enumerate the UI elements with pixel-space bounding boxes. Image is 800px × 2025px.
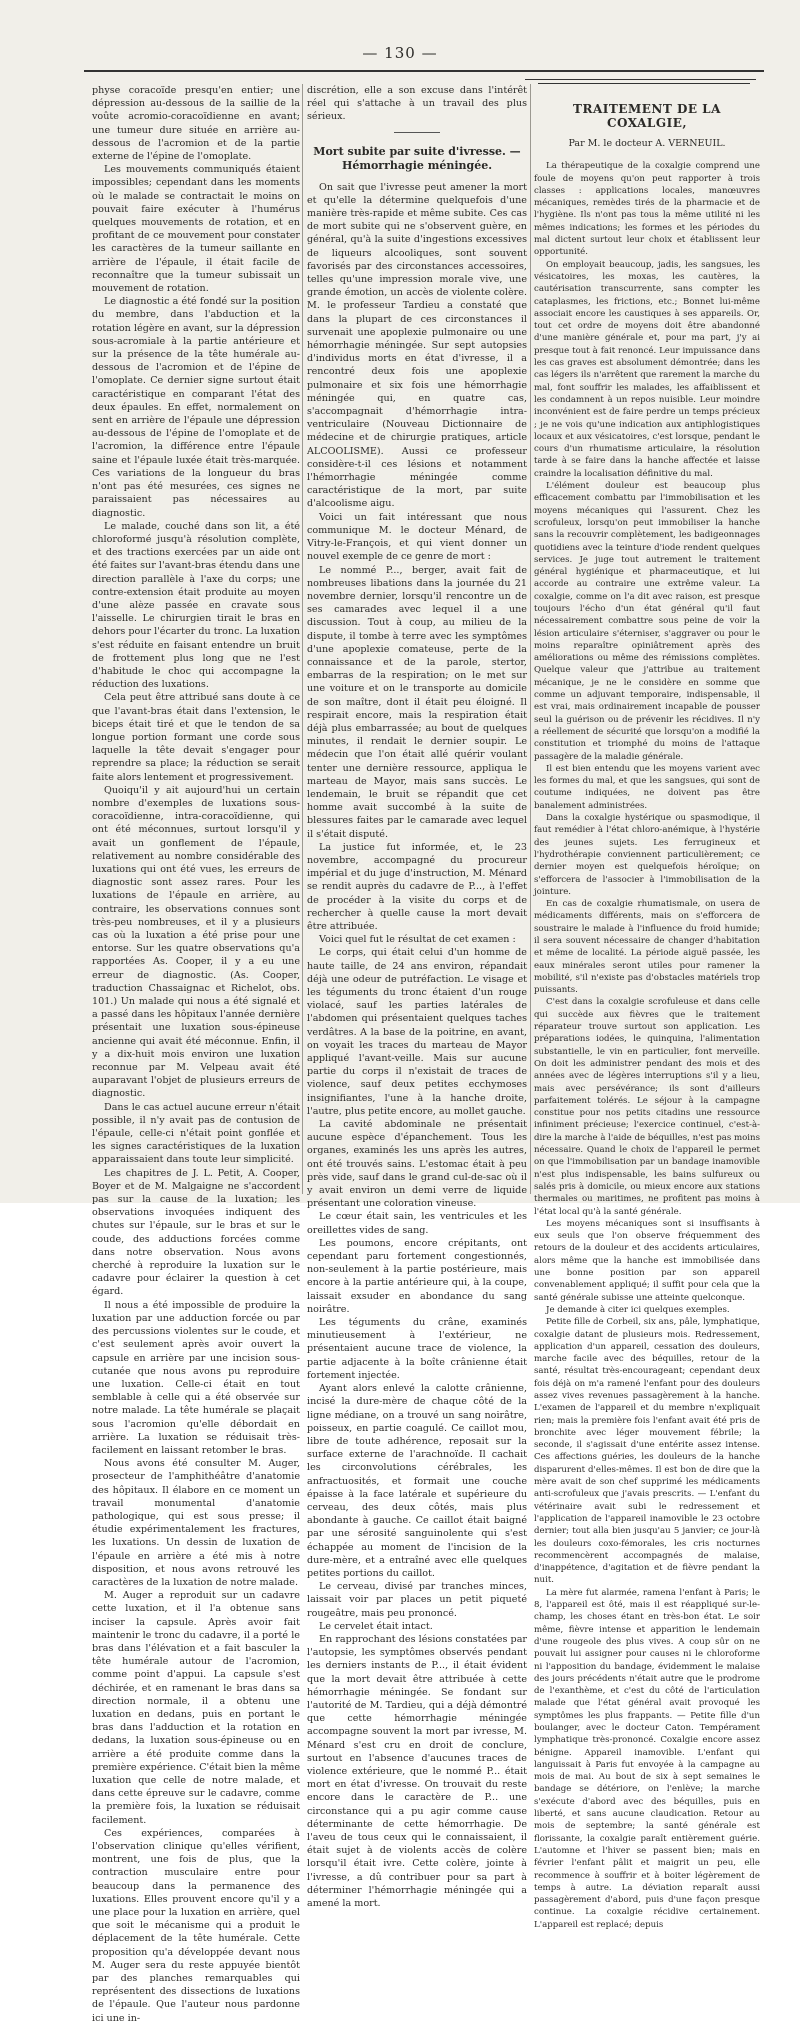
paragraph: M. Auger a reproduit sur un cadavre cette luxation, et il l'a obtenue sans inciser la capsule. Après avoir fait maintenir le tronc du cadavre, il a porté le bras dans l'élévation et a fait basculer la tête humérale autour de l'acromion, comme point d'appui. La capsule s'est déchirée, et en ramenant le bras dans sa direction normale, il a obtenu une luxation en dedans, puis en portant le bras dans l'adduction et la rotation en dedans, la luxation sous-épineuse ou en arrière a été produite comme dans la première expérience. C'était bien la même luxation que celle de notre malade, et dans cette épreuve sur le cadavre, comme la première fois, la luxation se réduisait facilement.: [92, 1590, 300, 1826]
paragraph: discrétion, elle a son excuse dans l'intérêt réel qui s'attache à un travail des plus sérieux.: [307, 85, 527, 123]
column-divider-1: [302, 84, 303, 1194]
header-rule: [84, 70, 764, 72]
paragraph: C'est dans la coxalgie scrofuleuse et dans celle qui succède aux fièvres que le traitement réparateur trouve surtout son application. Les préparations iodées, le quinquina, l'alimentation substantielle, le vin en particulier, font merveille. On doit les administrer pendant des mois et des années avec de légères interruptions s'il y a lieu, mais avec persévérance; ils sont d'ailleurs parfaitement tolérés. Le séjour à la campagne constitue pour nos petits citadins une ressource infiniment précieuse; l'exercice continuel, c'est-à-dire la marche à l'aide de béquilles, n'est pas moins nécessaire. Quand le choix de l'appareil le permet on que l'immobilisation par un bandage inamovible n'est plus indispensable, les bains sulfureux ou salés pris à domicile, ou mieux encore aux stations thermales ou maritimes, ne profitent pas moins à l'état local qu'à la santé générale.: [534, 997, 760, 1217]
paragraph: Quoiqu'il y ait aujourd'hui un certain nombre d'exemples de luxations sous-coracoïdienne, intra-coracoïdienne, qui ont été méconnues, surtout lorsqu'il y avait un gonflement de l'épaule, relativement au nombre considérable des luxations qui ont été vues, les erreurs de diagnostic sont assez rares. Pour les luxations de l'épaule en arrière, au contraire, les observations connues sont très-peu nombreuses, et il y a plusieurs cas où la luxation a été prise pour une entorse. Sur les quatre observations qu'a rapportées As. Cooper, il y a eu une erreur de diagnostic. (As. Cooper, traduction Chassaignac et Richelot, obs. 101.) Un malade qui nous a été signalé et a passé dans les hôpitaux l'année dernière présentait une luxation sous-épineuse ancienne qui avait été méconnue. Enfin, il y a dix-huit mois environ une luxation reconnue par M. Velpeau avait été auparavant l'objet de plusieurs erreurs de diagnostic.: [92, 784, 300, 1100]
section-title: TRAITEMENT DE LA COXALGIE,: [573, 102, 721, 130]
paragraph: En cas de coxalgie rhumatismale, on usera de médicaments différents, mais on s'efforcera de soustraire le malade à l'influence du froid humide; il sera souvent nécessaire de changer d'habitation et même de localité. La période aiguë passée, les eaux minérales seront utiles pour ramener la mobilité, s'il n'existe pas d'obstacles matériels trop puissants.: [534, 899, 760, 996]
section-rule-top: [525, 79, 756, 80]
middle-column: [307, 84, 527, 1910]
right-column: [534, 90, 760, 1930]
paragraph: Les téguments du crâne, examinés minutieusement à l'extérieur, ne présentaient aucune trace de violence, la partie adjacente à la boîte crânienne était fortement injectée.: [307, 1317, 527, 1381]
section-title: Mort subite par suite d'ivresse. — Hémorrhagie méningée.: [313, 144, 521, 172]
paragraph: Voici quel fut le résultat de cet examen :: [319, 934, 516, 946]
paragraph: La justice fut informée, et, le 23 novembre, accompagné du procureur impérial et du juge d'instruction, M. Ménard se rendit auprès du cadavre de P..., à l'effet de procéder à la visite du corps et de rechercher à quelle cause la mort devait être attribuée.: [307, 841, 527, 932]
column-divider-2: [530, 84, 531, 1194]
paragraph: Je demande à citer ici quelques exemples.: [546, 1304, 730, 1315]
left-column: [92, 84, 300, 2024]
paragraph: Le cervelet était intact.: [319, 1620, 433, 1632]
paragraph: La cavité abdominale ne présentait aucune espèce d'épanchement. Tous les organes, examinés les uns après les autres, ont été trouvés sains. L'estomac était à peu près vide, sauf dans le grand cul-de-sac où il y avait environ un demi verre de liquide présentant une coloration vineuse.: [307, 1119, 527, 1210]
paragraph: Les poumons, encore crépitants, ont cependant paru fortement congestionnés, non-seulement à la partie postérieure, mais encore à la partie antérieure qui, à la coupe, laissait exsuder en abondance du sang noirâtre.: [307, 1237, 527, 1315]
paragraph: Nous avons été consulter M. Auger, prosecteur de l'amphithéâtre d'anatomie des hôpitaux. Il élabore en ce moment un travail monumental d'anatomie pathologique, qui est sous presse; il étudie expérimentalement les fractures, les luxations. Un dessin de luxation de l'épaule en arrière a été mis à notre disposition, et nous avons retrouvé les caractères de la luxation de notre malade.: [92, 1458, 300, 1588]
paragraph: La mère fut alarmée, ramena l'enfant à Paris; le 8, l'appareil est ôté, mais il est réappliqué sur-le-champ, les choses étant en très-bon état. Le soir même, fièvre intense et apparition le lendemain d'une rougeole des plus vives. A coup sûr on ne pouvait lui assigner pour causes ni le chloroforme ni l'apposition du bandage, évidemment le malaise des jours précédents n'était autre que le prodrome de l'exanthème, et c'est du côté de l'articulation malade que l'état général avait provoqué les symptômes les plus frappants. — Petite fille d'un boulanger, avec le docteur Caton. Tempérament lymphatique très-prononcé. Coxalgie encore assez bénigne. Appareil inamovible. L'enfant qui languissait à Paris fut envoyée à la campagne au mois de mai. Au bout de six à sept semaines le bandage se détériore, on l'enlève; la marche s'exécute d'abord avec des béquilles, puis en liberté, et sans aucune claudication. Retour au mois de septembre; la santé générale est florissante, la coxalgie paraît entièrement guérie. L'automne et l'hiver se passent bien; mais en février l'enfant pâlit et maigrit un peu, elle recommence à souffrir et à boiter légèrement de temps à autre. La déviation reparaît aussi passagèrement d'abord, puis d'une façon presque continue. La coxalgie récidive certainement. L'appareil est replacé; depuis: [534, 1587, 760, 1930]
section-rule-bottom: [538, 83, 750, 84]
paragraph: En rapprochant des lésions constatées par l'autopsie, les symptômes observés pendant les derniers instants de P..., il était évident que la mort devait être attribuée à cette hémorrhagie méningée. Se fondant sur l'autorité de M. Tardieu, qui a déjà démontré que cette hémorrhagie méningée accompagne souvent la mort par ivresse, M. Ménard s'est cru en droit de conclure, surtout en l'absence d'aucunes traces de violence extérieure, que le nommé P... était mort en état d'ivresse. On trouvait du reste encore dans le caractère de P... une circonstance qui a pu agir comme cause déterminante de cette hémorrhagie. De l'aveu de tous ceux qui le connaissaient, il était sujet à de violents accès de colère lorsqu'il était ivre. Cette colère, jointe à l'ivresse, a dû contribuer pour sa part à déterminer l'hémorrhagie méningée qui a amené la mort.: [307, 1633, 527, 1910]
page-number: — 130 —: [362, 44, 438, 62]
paragraph: Il est bien entendu que les moyens varient avec les formes du mal, et que les sangsues, qui sont de coutume indiquées, ne doivent pas être banalement administrées.: [534, 763, 760, 811]
paragraph: Les chapitres de J. L. Petit, A. Cooper, Boyer et de M. Malgaigne ne s'accordent pas sur la cause de la luxation; les observations invoquées indiquent des chutes sur l'épaule, sur le bras et sur le coude, des adductions forcées comme dans notre observation. Nous avons cherché à reproduire la luxation sur le cadavre pour éclairer la question à cet égard.: [92, 1167, 300, 1298]
paragraph: Cela peut être attribué sans doute à ce que l'avant-bras était dans l'extension, le biceps était tiré et que le tendon de sa longue portion formant une corde sous laquelle la tête devait s'engager pour reprendre sa place; la réduction se serait faite alors lentement et progressivement.: [92, 692, 300, 783]
paragraph: Il nous a été impossible de produire la luxation par une adduction forcée ou par des percussions violentes sur le coude, et c'est seulement après avoir ouvert la capsule en arrière par une incision sous-cutanée que nous avons pu reproduire une luxation. Celle-ci était en tout semblable à celle qui a été observée sur notre malade. La tête humérale se plaçait sous l'acromion qu'elle débordait en arrière. La luxation se réduisait très-facilement en laissant retomber le bras.: [92, 1299, 300, 1456]
paragraph: Le nommé P..., berger, avait fait de nombreuses libations dans la journée du 21 novembre dernier, lorsqu'il rencontre un de ses camarades avec lequel il a une discussion. Tout à coup, au milieu de la dispute, il tombe à terre avec les symptômes d'une apoplexie comateuse, perte de la connaissance et de la parole, stertor, embarras de la respiration; on le met sur une voiture et on le transporte au domicile de son maître, dont il était peu éloigné. Il respirait encore, mais la respiration était déjà plus embarrassée; au bout de quelques minutes, il rendait le dernier soupir. Le médecin que l'on était allé quérir voulant tenter une dernière ressource, appliqua le marteau de Mayor, mais sans succès. Le lendemain, le bruit se répandit que cet homme avait succombé à la suite de blessures faites par le camarade avec lequel il s'était disputé.: [307, 564, 527, 840]
paragraph: Le malade, couché dans son lit, a été chloroformé jusqu'à résolution complète, et des tractions exercées par un aide ont été faites sur l'avant-bras étendu dans une direction parallèle à l'axe du corps; une contre-extension était produite au moyen d'une alèze passée en cravate sous l'aisselle. Le chirurgien tirait le bras en dehors pour l'écarter du tronc. La luxation s'est réduite en faisant entendre un bruit de frottement plus long que ne l'est d'habitude le choc qui accompagne la réduction des luxations.: [92, 520, 300, 691]
section-separator: [394, 132, 440, 133]
paragraph: On employait beaucoup, jadis, les sangsues, les vésicatoires, les moxas, les cautères, la cautérisation transcurrente, sans compter les cataplasmes, les frictions, etc.; Bonnet lui-même associait encore les caustiques à ses appareils. Or, tout cet ordre de moyens doit être abandonné d'une manière générale et, pour ma part, j'y ai presque tout à fait renoncé. Leur impuissance dans les cas graves est absolument démontrée; dans les cas légers ils n'arrêtent que rarement la marche du mal, font souffrir les malades, les affaiblissent et les condamnent à un repos nuisible. Leur moindre inconvénient est de faire perdre un temps précieux ; je ne vois qu'une indication aux antiphlogistiques locaux et aux vésicatoires, c'est lorsque, pendant le cours d'un rhumatisme articulaire, la résolution tarde à se faire dans la hanche affectée et laisse craindre la localisation définitive du mal.: [534, 259, 760, 479]
byline: Par M. le docteur A. VERNEUIL.: [568, 138, 726, 149]
paragraph: Les moyens mécaniques sont si insuffisants à eux seuls que l'on observe fréquemment des retours de la douleur et des accidents articulaires, alors même que la hanche est immobilisée dans une bonne position par son appareil convenablement appliqué; il suffit pour cela que la santé générale subisse une atteinte quelconque.: [534, 1218, 760, 1303]
paragraph: Le cerveau, divisé par tranches minces, laissait voir par places un petit piqueté rougeâtre, mais peu prononcé.: [307, 1581, 527, 1619]
paragraph: Le corps, qui était celui d'un homme de haute taille, de 24 ans environ, répandait déjà une odeur de putréfaction. Le visage et les téguments du tronc étaient d'un rouge violacé, sauf les parties latérales de l'abdomen qui présentaient quelques taches verdâtres. A la base de la poitrine, en avant, on voyait les traces du marteau de Mayor appliqué l'avant-veille. Mais sur aucune partie du corps il n'existait de traces de violence, sauf deux petites ecchymoses insignifiantes, l'une à la hanche droite, l'autre, plus petite encore, au mollet gauche.: [307, 947, 527, 1117]
paragraph: La thérapeutique de la coxalgie comprend une foule de moyens qu'on peut rapporter à trois classes : applications locales, manœuvres mécaniques, remèdes tirés de la pharmacie et de l'hygiène. Ils n'ont pas tous la même utilité ni les mêmes indications; les formes et les périodes du mal dictent surtout leur choix et établissent leur opportunité.: [534, 161, 760, 258]
paragraph: Voici un fait intéressant que nous communique M. le docteur Ménard, de Vitry-le-François, et qui vient donner un nouvel exemple de ce genre de mort :: [307, 511, 527, 563]
paragraph: Le cœur était sain, les ventricules et les oreillettes vides de sang.: [307, 1211, 527, 1236]
paragraph: Petite fille de Corbeil, six ans, pâle, lymphatique, coxalgie datant de plusieurs mois. Redressement, application d'un appareil, cessation des douleurs, marche facile avec des béquilles, retour de la santé, résultat très-encourageant; cependant deux fois déjà on m'a ramené l'enfant pour des douleurs assez vives revenues passagèrement à la hanche. L'examen de l'appareil et du membre n'expliquait rien; mais la première fois l'enfant avait été pris de bronchite avec léger mouvement fébrile; la seconde, il s'agissait d'une entérite assez intense. Ces affections guéries, les douleurs de la hanche disparurent d'elles-mêmes. Il est bon de dire que la mère avait de son chef supprimé les médicaments anti-scrofuleux que j'avais prescrits. — L'enfant du vétérinaire avait subi le redressement et l'application de l'appareil inamovible le 23 octobre dernier; tout alla bien jusqu'au 5 janvier; ce jour-là les douleurs coxo-fémorales, les cris nocturnes recommencèrent accompagnés de malaise, d'inappétence, d'agitation et de fièvre pendant la nuit.: [534, 1317, 760, 1586]
paragraph: Le diagnostic a été fondé sur la position du membre, dans l'abduction et la rotation légère en avant, sur la dépression sous-acromiale à la partie antérieure et sur la présence de la tête humérale au-dessous de l'acromion et de l'épine de l'omoplate. Ce dernier signe surtout était caractéristique en comparant l'état des deux épaules. En effet, normalement on sent en arrière de l'épaule une dépression au-dessous de l'épine de l'omoplate et de l'acromion, la différence entre l'épaule saine et l'épaule luxée était très-marquée. Ces variations de la longueur du bras n'ont pas été mesurées, ces signes ne paraissaient pas nécessaires au diagnostic.: [92, 296, 300, 519]
paragraph: Dans le cas actuel aucune erreur n'était possible, il n'y avait pas de contusion de l'épaule, celle-ci n'était point gonflée et les signes caractéristiques de la luxation apparaissaient dans toute leur simplicité.: [92, 1101, 300, 1166]
paragraph: L'élément douleur est beaucoup plus efficacement combattu par l'immobilisation et les moyens mécaniques qui l'assurent. Chez les scrofuleux, lorsqu'on peut immobiliser la hanche sans la recouvrir complètement, les badigeonnages quotidiens avec la teinture d'iode rendent quelques services. Je juge tout autrement le traitement général hygiénique et pharmaceutique, et lui accorde au contraire une extrême valeur. La coxalgie, comme on l'a dit avec raison, est presque toujours l'écho d'un état général qu'il faut nécessairement combattre sous peine de voir la lésion articulaire s'éterniser, s'aggraver ou pour le moins reparaître opiniâtrement après des améliorations ou même des rémissions complètes. Quelque valeur que j'attribue au traitement mécanique, je ne le considère en somme que comme un adjuvant temporaire, indispensable, il est vrai, mais ordinairement incapable de pousser seul la guérison ou de prévenir les récidives. Il n'y a réellement de sécurité que lorsqu'on a modifié la constitution et triomphé du moins de l'attaque passagère de la maladie générale.: [534, 481, 760, 762]
paragraph: Ayant alors enlevé la calotte crânienne, incisé la dure-mère de chaque côté de la ligne médiane, on a trouvé un sang noirâtre, poisseux, en partie coagulé. Ce caillot mou, libre de toute adhérence, reposait sur la surface externe de l'arachnoïde. Il cachait les circonvolutions cérébrales, les anfractuosités, et formait une couche épaisse à la face latérale et supérieure du cerveau, des deux côtés, mais plus abondante à gauche. Ce caillot était baigné par une sérosité sanguinolente qui s'est échappée au moment de l'incision de la dure-mère, et a entraîné avec elle quelques petites portions du caillot.: [307, 1383, 527, 1579]
paragraph: Les mouvements communiqués étaient impossibles; cependant dans les moments où le malade se contractait le moins on pouvait faire exécuter à l'humérus quelques mouvements de rotation, et en profitant de ce mouvement pour constater les caractères de la tumeur saillante en arrière de l'épaule, il était facile de reconnaître que la tumeur subissait un mouvement de rotation.: [92, 164, 300, 295]
paragraph: Ces expériences, comparées à l'observation clinique qu'elles vérifient, montrent, une fois de plus, que la contraction musculaire entre pour beaucoup dans la permanence des luxations. Elles prouvent encore qu'il y a une place pour la luxation en arrière, quel que soit le mécanisme qui a produit le déplacement de la tête humérale. Cette proposition qu'a développée devant nous M. Auger sera du reste appuyée bientôt par des planches remarquables qui représentent des dissections de luxations de l'épaule. Que l'auteur nous pardonne ici une in-: [92, 1827, 300, 2024]
paragraph: On sait que l'ivresse peut amener la mort et qu'elle la détermine quelquefois d'une manière très-rapide et même subite. Ces cas de mort subite qui ne s'observent guère, en général, qu'à la suite d'ingestions excessives de liqueurs alcooliques, sont souvent favorisés par des circonstances accessoires, telles qu'une impression morale vive, une grande émotion, un accès de violente colère. M. le professeur Tardieu a constaté que dans la plupart de ces circonstances il survenait une apoplexie pulmonaire ou une hémorrhagie méningée. Sur sept autopsies d'individus morts en état d'ivresse, il a rencontré deux fois une apoplexie pulmonaire et six fois une hémorrhagie méningée qui, en quatre cas, s'accompagnait d'hémorrhagie intra-ventriculaire (Nouveau Dictionnaire de médecine et de chirurgie pratiques, article ALCOOLISME). Aussi ce professeur considère-t-il ces lésions et notamment l'hémorrhagie méningée comme caractéristique de la mort, par suite d'alcoolisme aigu.: [307, 181, 527, 510]
paragraph: Dans la coxalgie hystérique ou spasmodique, il faut remédier à l'état chloro-anémique, à l'hystérie des jeunes sujets. Les ferrugineux et l'hydrothérapie conviennent particulièrement; ce dernier moyen est quelquefois héroïque; on s'efforcera de l'associer à l'immobilisation de la jointure.: [534, 813, 760, 897]
paragraph: physe coracoïde presqu'en entier; une dépression au-dessous de la saillie de la voûte acromio-coracoïdienne en avant; une tumeur dure située en arrière au-dessous de l'acromion et de la partie externe de l'épine de l'omoplate.: [92, 85, 300, 163]
